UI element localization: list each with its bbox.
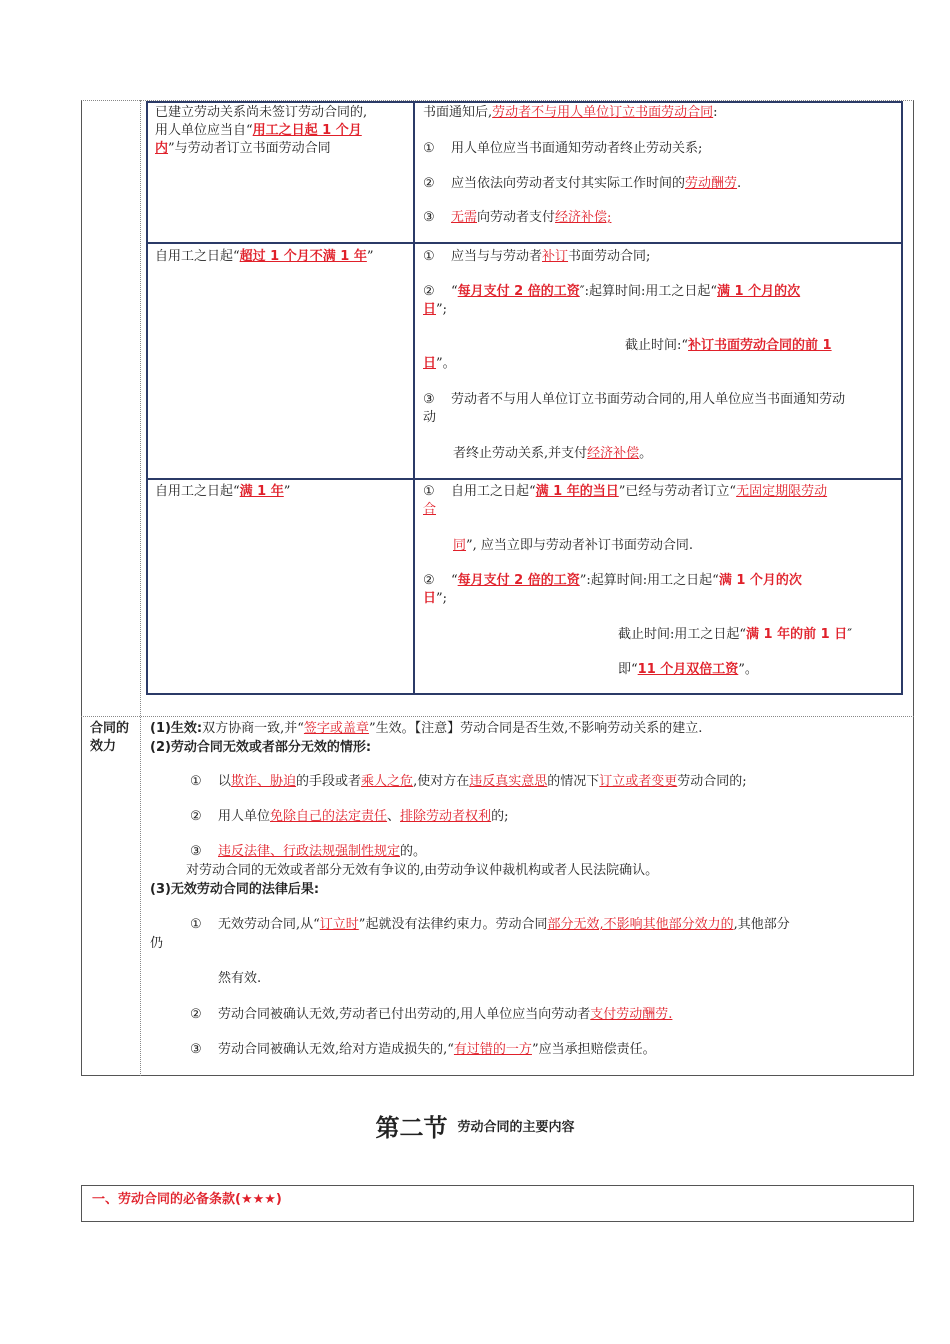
text-fragment: ② [190, 809, 202, 824]
text-fragment: ① [190, 917, 202, 932]
text-fragment: 向劳动者支付 [477, 210, 556, 225]
text-fragment: ① [423, 484, 435, 499]
inner-column-divider [413, 101, 415, 695]
text-fragment: 劳动酬劳 [685, 176, 738, 191]
text-fragment: ② [423, 284, 435, 299]
validity-p3-item2 [190, 1006, 672, 1024]
text-fragment: ① [190, 774, 202, 789]
text-fragment: ” [366, 249, 374, 264]
row1-item2 [423, 175, 741, 193]
text-fragment: 签字或盖章 [303, 721, 369, 736]
row3-item2 [423, 572, 802, 608]
column-divider [140, 100, 141, 1076]
text-fragment: 同 [453, 538, 467, 553]
section-number: 第二节 [375, 1114, 448, 1142]
row3-item2-end [618, 626, 852, 644]
text-fragment: 日 [423, 356, 437, 371]
text-fragment: ③ [190, 1042, 202, 1057]
text-fragment: ”与劳动者订立书面劳动合同 [168, 141, 331, 156]
text-fragment: 订立时 [319, 917, 359, 932]
section-heading [0, 1108, 950, 1143]
text-fragment: ” [283, 484, 291, 499]
text-fragment: 满 1 年 [239, 484, 284, 499]
row2-item3-cont [453, 445, 652, 463]
text-fragment: 截止时间:“ [625, 338, 689, 353]
text-fragment: 无效劳动合同,从“ [218, 917, 320, 932]
text-fragment: ”; [436, 302, 448, 317]
text-fragment: 有过错的一方 [453, 1042, 532, 1057]
row3-item1 [423, 483, 827, 519]
validity-p3-heading: (3)无效劳动合同的法律后果: [150, 882, 320, 897]
text-fragment: 劳动合同被确认无效,劳动者已付出劳动的,用人单位应当向劳动者 [218, 1007, 591, 1022]
text-fragment: 无固定期限劳动 [736, 484, 828, 499]
text-fragment: “ [451, 284, 458, 299]
text-fragment: 补订书面劳动合同的前 1 [688, 338, 832, 353]
validity-p3-item3 [190, 1041, 656, 1059]
text-fragment: 满 1 个月的次 [717, 284, 801, 299]
text-fragment: 经济补偿; [555, 210, 612, 225]
text-fragment: ① [423, 249, 435, 264]
text-fragment: (1)生效: [150, 721, 203, 736]
text-fragment: 动 [423, 410, 437, 425]
text-fragment: 书面通知后, [423, 105, 493, 120]
text-fragment: 违反真实意思 [469, 774, 548, 789]
text-fragment: 已建立劳动关系尚未签订劳动合同的, [155, 105, 368, 120]
validity-p2-heading: (2)劳动合同无效或者部分无效的情形: [150, 740, 372, 755]
row2-item2-end [625, 337, 832, 355]
text-fragment: ② [423, 573, 435, 588]
text-fragment: 双方协商一致,并“ [202, 721, 304, 736]
text-fragment: 用人单位应当书面通知劳动者终止劳动关系; [451, 141, 703, 156]
text-fragment: ③ [423, 392, 435, 407]
text-fragment: ”。 [738, 662, 758, 677]
text-fragment: 截止时间:用工之日起“ [618, 627, 747, 642]
text-fragment: 的手段或者 [296, 774, 362, 789]
text-fragment: 违反法律、行政法规强制性规定 [218, 844, 401, 859]
text-fragment: 日 [423, 591, 437, 606]
text-fragment: 。 [639, 446, 653, 461]
next-section-heading: 一、劳动合同的必备条款(★★★) [92, 1192, 282, 1207]
text-fragment: 订立或者变更 [599, 774, 678, 789]
text-fragment: ② [190, 1007, 202, 1022]
validity-p2-item2 [190, 808, 508, 826]
text-fragment: ”生效。【注意】劳动合同是否生效,不影响劳动关系的建立. [368, 721, 703, 736]
text-fragment: ”应当承担赔偿责任。 [531, 1042, 656, 1057]
text-fragment: ”; [436, 591, 448, 606]
validity-p1 [150, 720, 702, 738]
text-fragment: 用工之日起 1 个月 [252, 123, 362, 138]
text-fragment: 经济补偿 [587, 446, 640, 461]
text-fragment: 满 1 个月的次 [718, 573, 802, 588]
text-fragment: 者终止劳动关系,并支付 [453, 446, 588, 461]
text-fragment: 、 [387, 809, 401, 824]
row1-item3 [423, 209, 611, 227]
text-fragment: 乘人之危 [361, 774, 414, 789]
text-fragment: “ [451, 573, 458, 588]
row3-item2-summary [618, 661, 758, 679]
text-fragment: 内 [155, 141, 169, 156]
text-fragment: 用人单位 [218, 809, 271, 824]
text-fragment: 的情况下 [547, 774, 600, 789]
row3-item1-cont [453, 537, 693, 555]
text-fragment: ″:起算时间:用工之日起“ [579, 284, 718, 299]
row2-item2-end-2 [423, 355, 456, 373]
text-fragment: 欺诈、胁迫 [231, 774, 297, 789]
row2-item2 [423, 283, 800, 319]
text-fragment: 的。 [400, 844, 427, 859]
text-fragment: 即“ [618, 662, 638, 677]
text-fragment: 劳动合同被确认无效,给对方造成损失的,“ [218, 1042, 454, 1057]
validity-label: 合同的效力 [90, 721, 130, 754]
row1-item1 [423, 140, 702, 158]
text-fragment: 合 [423, 502, 437, 517]
text-fragment: 排除劳动者权利 [400, 809, 492, 824]
text-fragment: 劳动者不与用人单位订立书面劳动合同 [492, 105, 714, 120]
validity-p2-note: 对劳动合同的无效或者部分无效有争议的,由劳动争议仲裁机构或者人民法院确认。 [186, 863, 659, 878]
text-fragment: 部分无效,不影响其他部分效力的 [547, 917, 734, 932]
text-fragment: : [713, 105, 718, 120]
row2-item1 [423, 248, 650, 266]
text-fragment: 每月支付 2 倍的工资 [457, 284, 580, 299]
text-fragment: 应当依法向劳动者支付其实际工作时间的 [451, 176, 686, 191]
text-fragment: 超过 1 个月不满 1 年 [239, 249, 367, 264]
text-fragment: ③ [423, 210, 435, 225]
text-fragment: ”。 [436, 356, 456, 371]
text-fragment: 支付劳动酬劳. [590, 1007, 673, 1022]
text-fragment: ″ [847, 627, 853, 642]
text-fragment: ① [423, 141, 435, 156]
text-fragment: 11 个月双倍工资 [637, 662, 739, 677]
row1-intro [423, 104, 718, 122]
text-fragment: ③ [190, 844, 202, 859]
text-fragment: 补订 [542, 249, 569, 264]
text-fragment: 满 1 年的前 1 日 [746, 627, 848, 642]
text-fragment: ”起就没有法律约束力。劳动合同 [358, 917, 548, 932]
text-fragment: ② [423, 176, 435, 191]
text-fragment: 自用工之日起“ [155, 249, 240, 264]
text-fragment: 免除自己的法定责任 [270, 809, 388, 824]
row1-condition [155, 104, 367, 158]
text-fragment: 用人单位应当自“ [155, 123, 253, 138]
row3-condition [155, 483, 290, 501]
text-fragment: 书面劳动合同; [568, 249, 651, 264]
text-fragment: 应当与与劳动者 [451, 249, 543, 264]
text-fragment: . [737, 176, 742, 191]
text-fragment: ”, 应当立即与劳动者补订书面劳动合同. [466, 538, 694, 553]
text-fragment: 无需 [451, 210, 478, 225]
text-fragment: 的; [491, 809, 509, 824]
section-title: 劳动合同的主要内容 [457, 1120, 575, 1135]
inner-row-divider [146, 242, 903, 244]
text-fragment: 自用工之日起“ [155, 484, 240, 499]
text-fragment: 以 [218, 774, 232, 789]
text-fragment: 日 [423, 302, 437, 317]
next-section-box [81, 1185, 914, 1222]
text-fragment: ,其他部分 [733, 917, 790, 932]
text-fragment: ,使对方在 [413, 774, 470, 789]
validity-p2-item1 [190, 773, 747, 791]
validity-p2-item3 [190, 843, 426, 861]
text-fragment: 劳动合同的; [677, 774, 747, 789]
text-fragment: 劳动者不与用人单位订立书面劳动合同的,用人单位应当书面通知劳动 [451, 392, 846, 407]
row-divider [81, 716, 914, 717]
text-fragment: 满 1 年的当日 [535, 484, 619, 499]
row2-condition [155, 248, 374, 266]
text-fragment: ”:起算时间:用工之日起“ [579, 573, 719, 588]
validity-p3-item1-cont: 然有效. [218, 971, 262, 986]
text-fragment: 自用工之日起“ [451, 484, 536, 499]
text-fragment: ”已经与劳动者订立“ [618, 484, 737, 499]
validity-p3-item1 [190, 916, 790, 934]
text-fragment: 每月支付 2 倍的工资 [457, 573, 580, 588]
validity-p3-item1-wrap: 仍 [150, 936, 164, 951]
inner-row-divider [146, 478, 903, 480]
row2-item3 [423, 391, 845, 427]
